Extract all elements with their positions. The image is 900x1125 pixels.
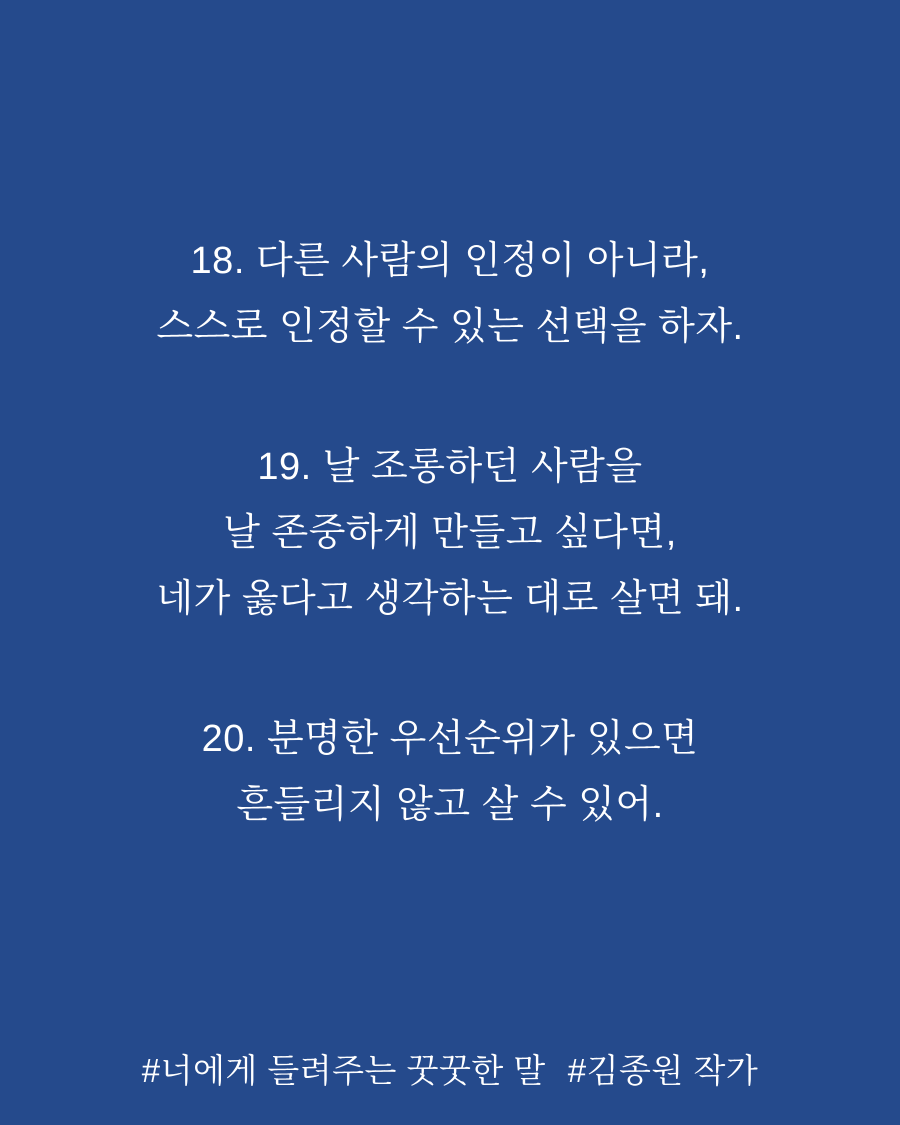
quote-block-20 bbox=[0, 706, 900, 838]
quote-line: 네가 옳다고 생각하는 대로 살면 돼. bbox=[156, 578, 744, 620]
quote-line: 19. 날 조롱하던 사람을 bbox=[257, 446, 643, 488]
quote-line: 흔들리지 않고 살 수 있어. bbox=[236, 784, 664, 826]
hashtag-author: #김종원 작가 bbox=[567, 1052, 759, 1089]
footer-hashtags bbox=[0, 1049, 900, 1093]
quote-line: 20. 분명한 우선순위가 있으면 bbox=[201, 718, 699, 760]
quote-block-18 bbox=[0, 228, 900, 360]
quote-line: 18. 다른 사람의 인정이 아니라, bbox=[190, 240, 710, 282]
quote-block-19 bbox=[0, 434, 900, 632]
quote-list bbox=[0, 228, 900, 838]
quote-line: 날 존중하게 만들고 싶다면, bbox=[223, 512, 677, 554]
hashtag-series: #너에게 들려주는 꿋꿋한 말 bbox=[141, 1052, 546, 1089]
quote-line: 스스로 인정할 수 있는 선택을 하자. bbox=[156, 306, 744, 348]
